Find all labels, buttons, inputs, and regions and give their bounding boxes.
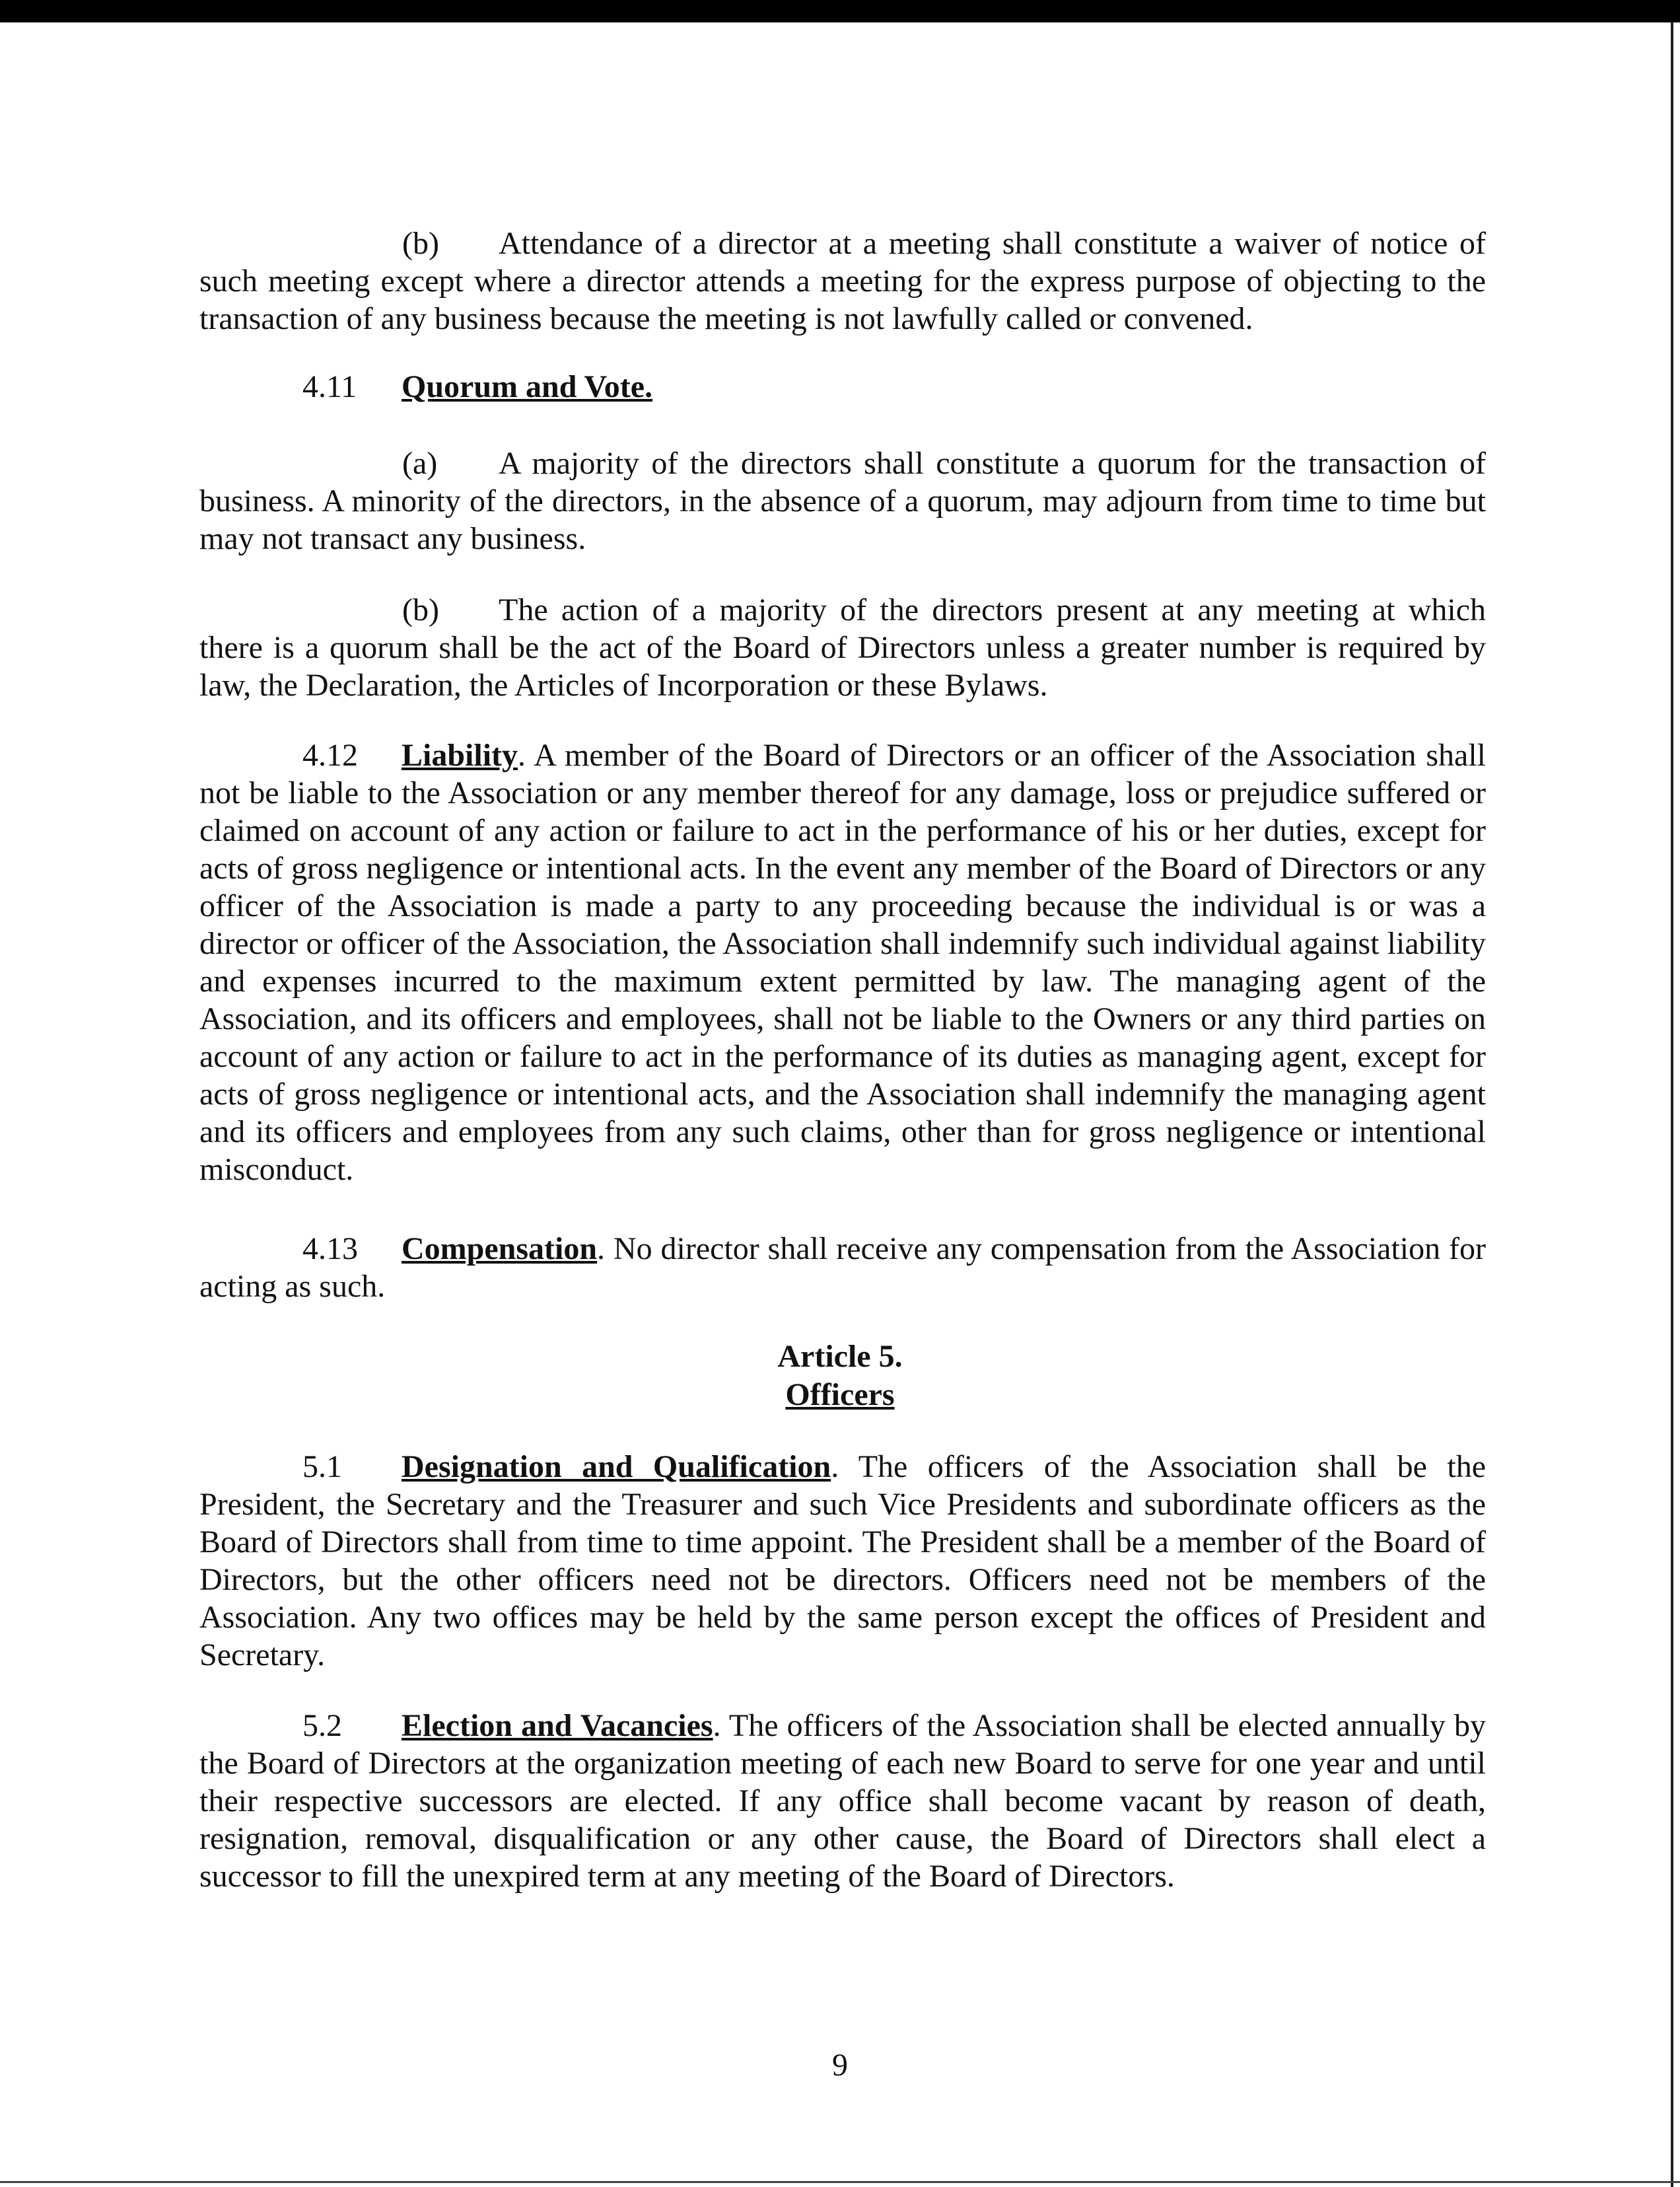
section-title: Designation and Qualification xyxy=(402,1449,831,1484)
paragraph-text: Attendance of a director at a meeting shall constitute a waiver of notice of such meeting except where a director attends a meeting for the express purpose of objecting to the transaction of any business because the meeting is not lawfully called or convened. xyxy=(199,226,1486,336)
paragraph-4-11-b xyxy=(199,591,1486,704)
paragraph-label: (b) xyxy=(402,592,439,627)
section-title: Election and Vacancies xyxy=(402,1708,713,1743)
article-label: Article 5. xyxy=(777,1339,903,1374)
paragraph-text: The action of a majority of the directors present at any meeting at which there is a quorum shall be the act of the Board of Directors unless a greater number is required by law, the Declaration, the Articles of Incorporation or these Bylaws. xyxy=(199,592,1486,703)
section-5-2 xyxy=(199,1707,1486,1895)
section-text: . The officers of the Association shall be elected annually by the Board of Directors at the organization meeting of each new Board to serve for one year and until their respective successors are elected. If any office shall become vacant by reason of death, resignation, removal, disqualification or any other cause, the Board of Directors shall elect a successor to fill the unexpired term at any meeting of the Board of Directors. xyxy=(199,1708,1487,1894)
section-text: . The officers of the Association shall be the President, the Secretary and the Treasurer and such Vice Presidents and subordinate officers as the Board of Directors shall from time to time appoint. The President shall be a member of the Board of Directors, but the other officers need not be directors. Officers need not be members of the Association. Any two offices may be held by the same person except the offices of President and Secretary. xyxy=(199,1449,1487,1672)
section-number: 5.2 xyxy=(302,1708,342,1743)
section-title: Compensation xyxy=(402,1231,598,1266)
section-number: 4.12 xyxy=(302,738,358,773)
section-4-12 xyxy=(199,736,1486,1188)
section-4-13 xyxy=(199,1230,1486,1305)
paragraph-4-10-b xyxy=(199,225,1486,338)
section-text: . A member of the Board of Directors or an officer of the Association shall not be liable to the Association or any member thereof for any damage, loss or prejudice suffered or claimed on account of any action or failure to act in the performance of his or her duties, except for acts of gross negligence or intentional acts. In the event any member of the Board of Directors or any officer of the Association is made a party to any proceeding because the individual is or was a director or officer of the Association, the Association shall indemnify such individual against liability and expenses incurred to the maximum extent permitted by law. The managing agent of the Association, and its officers and employees, shall not be liable to the Owners or any third parties on account of any action or failure to act in the performance of its duties as managing agent, except for acts of gross negligence or intentional acts, and the Association shall indemnify the managing agent and its officers and employees from any such claims, other than for gross negligence or intentional misconduct. xyxy=(199,738,1486,1187)
paragraph-text: A majority of the directors shall constitute a quorum for the transaction of business. A minority of the directors, in the absence of a quorum, may adjourn from time to time but may not transact any business. xyxy=(199,446,1486,556)
article-title: Officers xyxy=(785,1377,895,1412)
section-title: Quorum and Vote. xyxy=(402,369,653,404)
paragraph-label: (a) xyxy=(402,446,438,481)
section-5-1 xyxy=(199,1448,1486,1674)
section-text: . No director shall receive any compensation from the Association for acting as such. xyxy=(199,1231,1486,1304)
page-number: 9 xyxy=(832,2048,848,2083)
section-heading-4-11 xyxy=(199,368,1486,406)
section-number: 5.1 xyxy=(302,1449,342,1484)
section-title: Liability xyxy=(402,738,518,773)
section-number: 4.13 xyxy=(302,1231,358,1266)
paragraph-4-11-a xyxy=(199,445,1486,557)
paragraph-label: (b) xyxy=(402,226,439,261)
section-number: 4.11 xyxy=(302,369,357,404)
